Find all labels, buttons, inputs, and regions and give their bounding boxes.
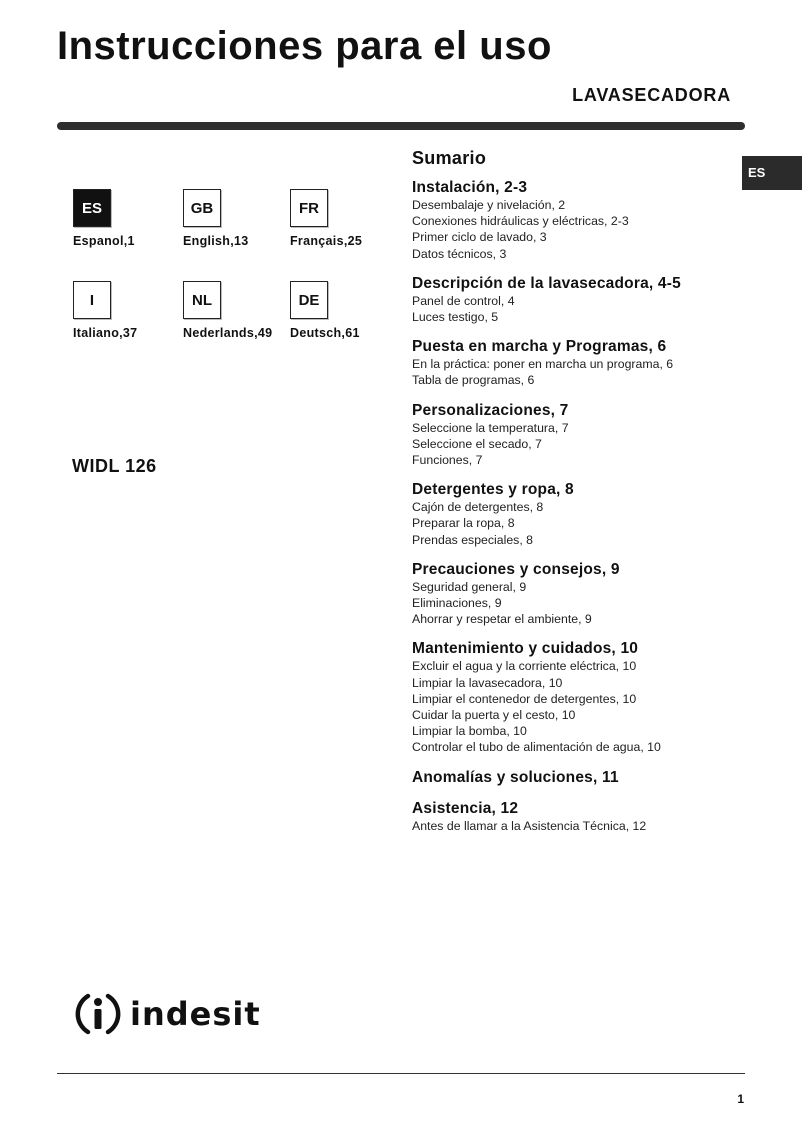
model-number: WIDL 126 — [72, 456, 157, 476]
language-label: Français,25 — [290, 234, 363, 248]
toc-item[interactable]: Datos técnicos, 3 — [412, 246, 507, 261]
toc-heading[interactable]: Descripción de la lavasecadora, 4-5 — [412, 274, 681, 292]
toc-section — [412, 402, 742, 469]
toc-item[interactable]: Desembalaje y nivelación, 2 — [412, 198, 566, 212]
toc-item[interactable]: Limpiar la bomba, 10 — [412, 724, 527, 739]
toc-section — [412, 640, 742, 755]
toc-item[interactable]: Antes de llamar a la Asistencia Técnica, 12 — [412, 818, 647, 833]
toc-section — [412, 769, 742, 787]
toc-item[interactable]: Ahorrar y respetar el ambiente, 9 — [412, 612, 592, 627]
toc-item[interactable]: Primer ciclo de lavado, 3 — [412, 230, 547, 245]
toc-item[interactable]: Cuidar la puerta y el cesto, 10 — [412, 708, 576, 723]
toc-item[interactable]: Panel de control, 4 — [412, 293, 515, 308]
toc-item[interactable]: Seleccione la temperatura, 7 — [412, 420, 569, 435]
toc-item[interactable]: Cajón de detergentes, 8 — [412, 500, 544, 515]
language-label: Nederlands,49 — [183, 326, 273, 340]
language-item-nl[interactable] — [183, 281, 293, 340]
toc-item[interactable]: Tabla de programas, 6 — [412, 373, 535, 388]
toc-item[interactable]: Prendas especiales, 8 — [412, 532, 533, 547]
toc-heading[interactable]: Mantenimiento y cuidados, 10 — [412, 640, 639, 658]
toc-heading[interactable]: Precauciones y consejos, 9 — [412, 560, 620, 578]
language-label: Italiano,37 — [73, 326, 138, 340]
page-title: Instrucciones para el uso — [57, 24, 552, 68]
language-tab: ES — [742, 156, 802, 190]
toc-title: Sumario — [412, 148, 487, 168]
language-code-box[interactable]: FR — [290, 189, 328, 227]
toc-item[interactable]: Excluir el agua y la corriente eléctrica, 10 — [412, 659, 637, 674]
toc-heading[interactable]: Personalizaciones, 7 — [412, 401, 569, 419]
toc-item[interactable]: En la práctica: poner en marcha un programa, 6 — [412, 357, 674, 372]
toc-item[interactable]: Limpiar el contenedor de detergentes, 10 — [412, 691, 637, 706]
language-code-box[interactable]: I — [73, 281, 111, 319]
toc-section — [412, 561, 742, 628]
language-code-box[interactable]: ES — [73, 189, 111, 227]
toc-heading[interactable]: Anomalías y soluciones, 11 — [412, 768, 619, 786]
language-item-es[interactable] — [73, 189, 183, 248]
toc-item[interactable]: Seleccione el secado, 7 — [412, 436, 542, 451]
language-label: English,13 — [183, 234, 249, 248]
indesit-logo-icon — [72, 988, 124, 1040]
toc-item[interactable]: Preparar la ropa, 8 — [412, 516, 515, 531]
toc-heading[interactable]: Asistencia, 12 — [412, 799, 519, 817]
language-item-fr[interactable] — [290, 189, 400, 248]
toc-section — [412, 800, 742, 834]
language-label: Deutsch,61 — [290, 326, 360, 340]
header-divider — [57, 122, 745, 130]
brand-logo — [72, 988, 261, 1040]
language-item-de[interactable] — [290, 281, 400, 340]
toc-heading[interactable]: Instalación, 2-3 — [412, 179, 528, 196]
toc-item[interactable]: Conexiones hidráulicas y eléctricas, 2-3 — [412, 214, 629, 229]
language-code-box[interactable]: DE — [290, 281, 328, 319]
language-code-box[interactable]: GB — [183, 189, 221, 227]
product-type: LAVASECADORA — [572, 85, 731, 105]
toc-item[interactable]: Limpiar la lavasecadora, 10 — [412, 675, 563, 690]
toc-item[interactable]: Eliminaciones, 9 — [412, 596, 502, 611]
toc-heading[interactable]: Detergentes y ropa, 8 — [412, 481, 574, 499]
toc-section — [412, 179, 742, 262]
language-item-it[interactable] — [73, 281, 183, 340]
footer-divider — [57, 1073, 745, 1074]
language-label: Espanol,1 — [73, 234, 135, 248]
page-number: 1 — [737, 1092, 744, 1106]
toc-item[interactable]: Seguridad general, 9 — [412, 579, 527, 594]
language-item-gb[interactable] — [183, 189, 293, 248]
toc-section — [412, 275, 742, 325]
brand-name: indesit — [130, 995, 261, 1033]
language-code-box[interactable]: NL — [183, 281, 221, 319]
toc-item[interactable]: Controlar el tubo de alimentación de agua, 10 — [412, 740, 661, 755]
toc-section — [412, 481, 742, 548]
toc-section — [412, 338, 742, 388]
toc-item[interactable]: Funciones, 7 — [412, 453, 483, 468]
toc-heading[interactable]: Puesta en marcha y Programas, 6 — [412, 338, 667, 356]
table-of-contents — [412, 148, 742, 847]
toc-item[interactable]: Luces testigo, 5 — [412, 310, 499, 325]
